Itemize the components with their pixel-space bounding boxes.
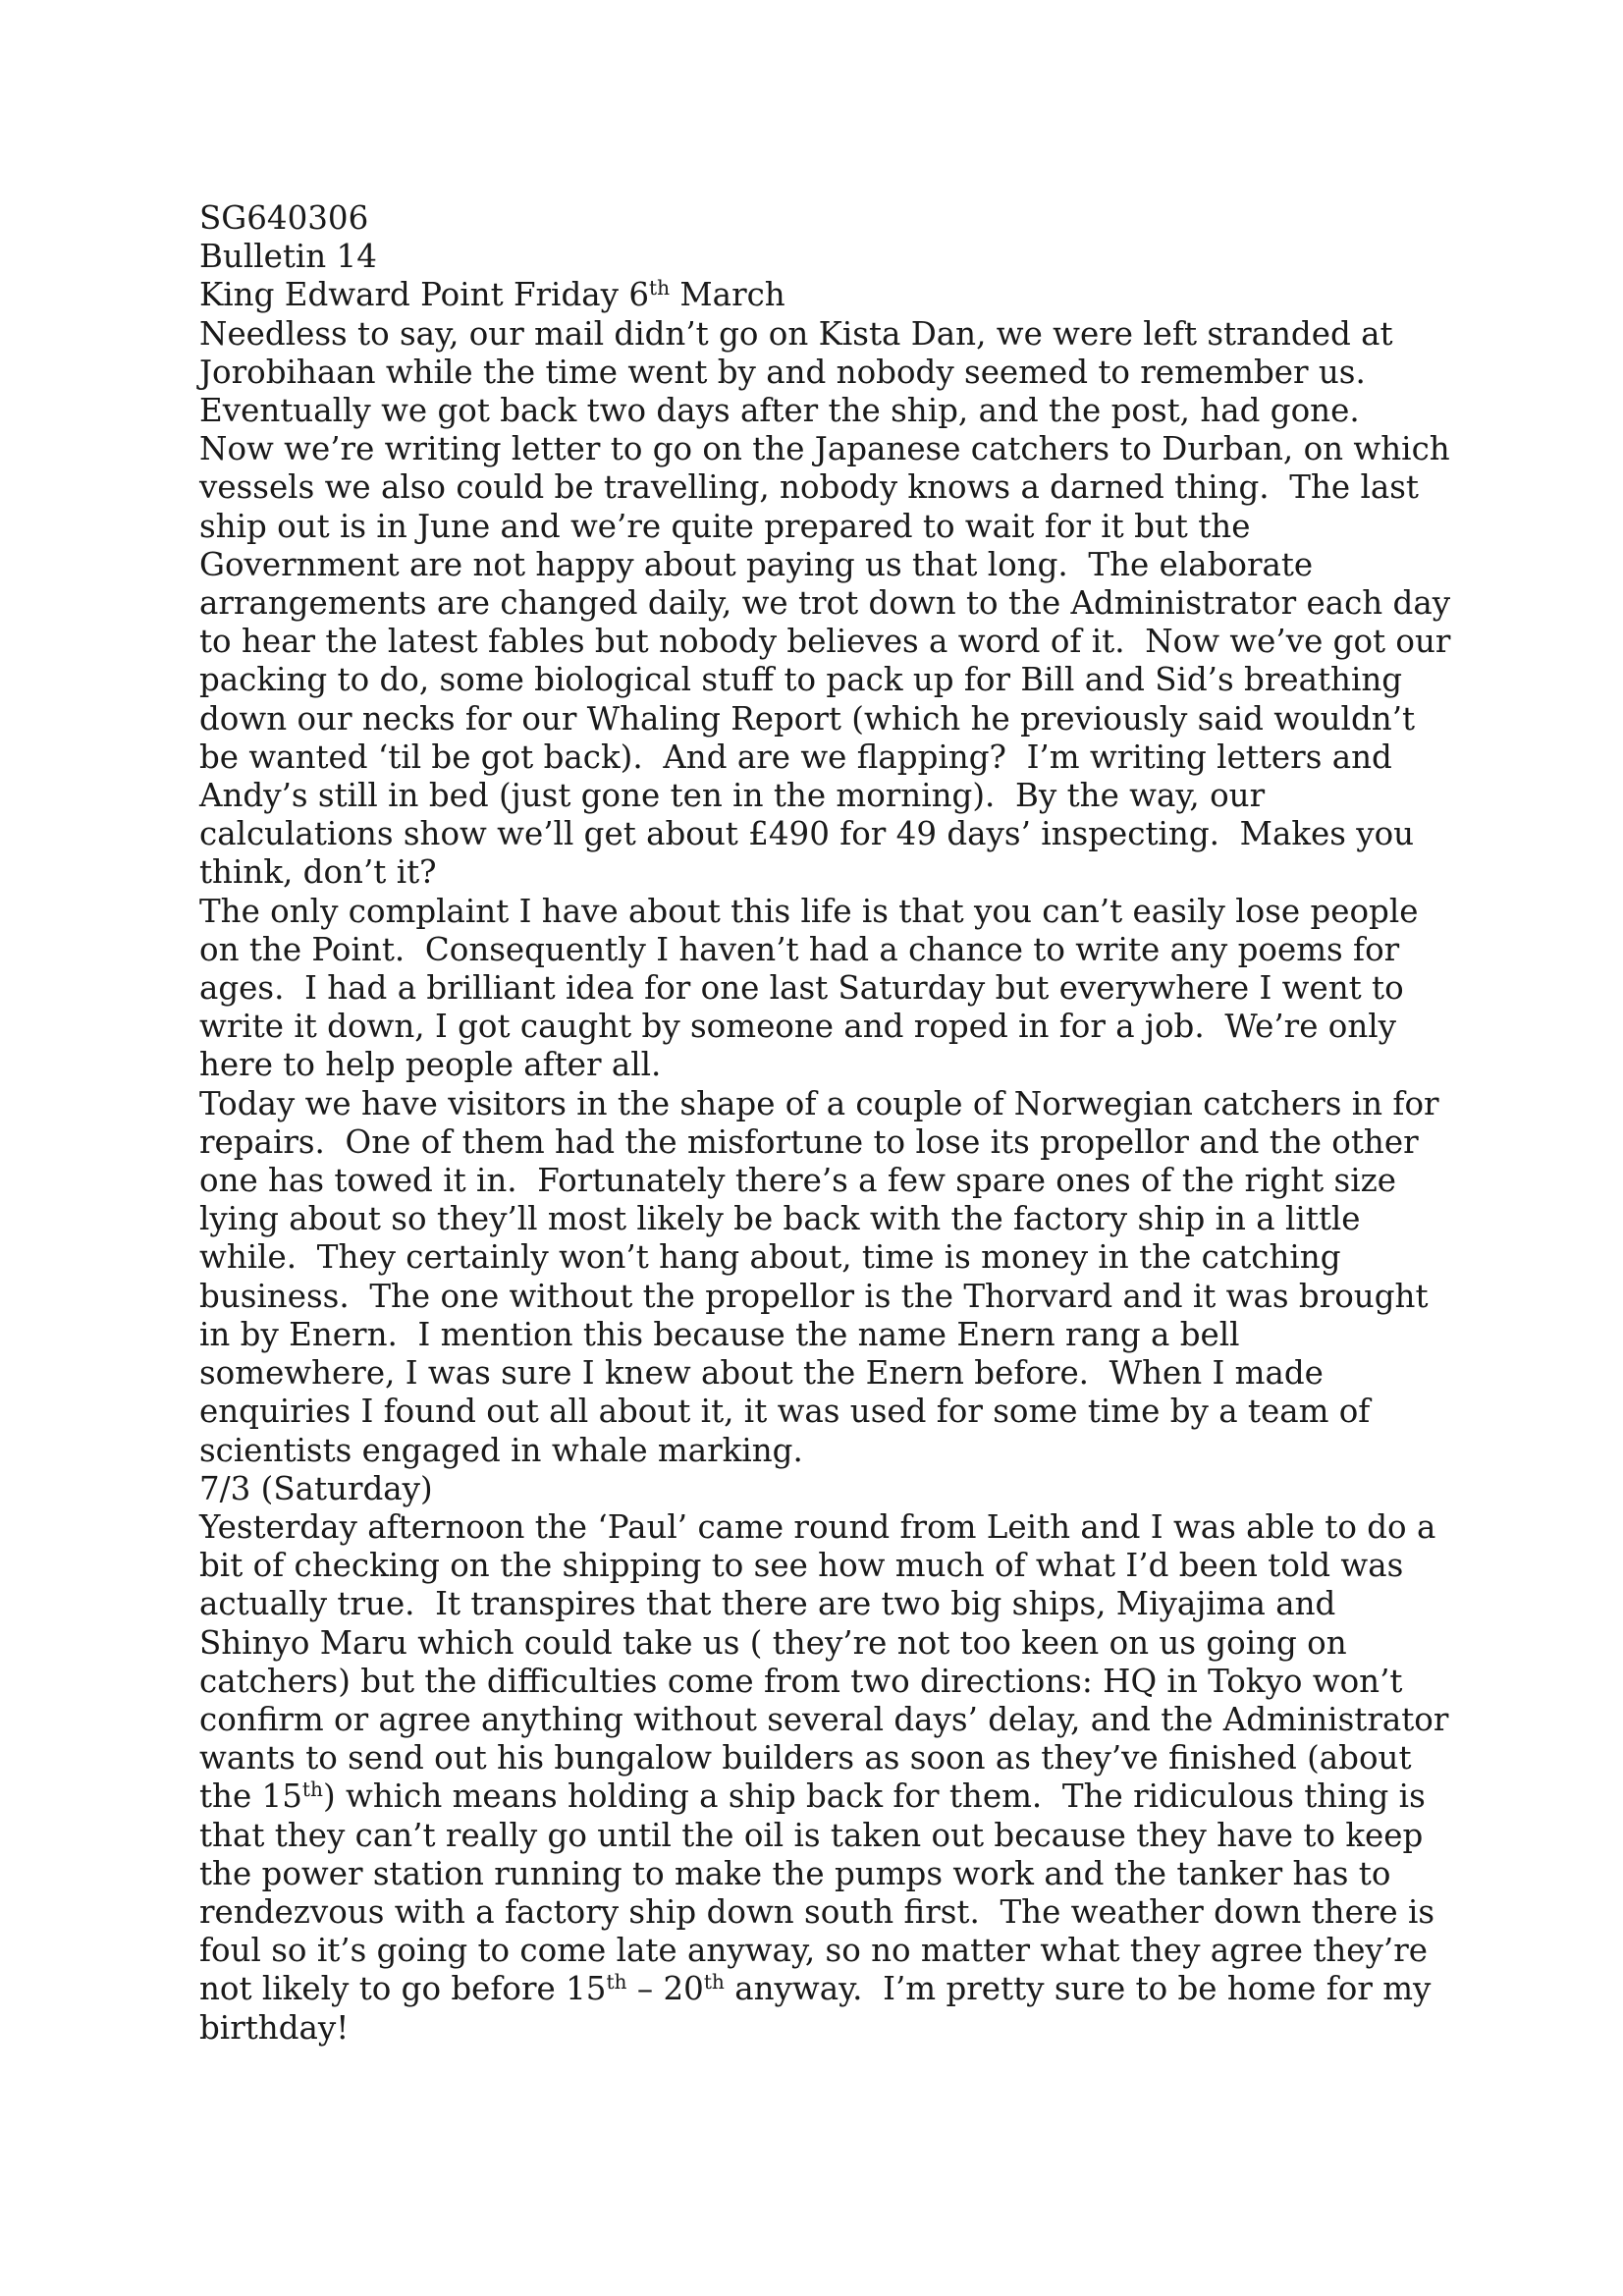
ordinal-suffix: th (703, 1970, 725, 1995)
text-line: Yesterday afternoon the ‘Paul’ came round from Leith and I was able to do a (199, 1507, 1436, 1546)
dateline (199, 276, 1466, 314)
text-line: Jorobihaan while the time went by and nobody seemed to remember us. (199, 353, 1366, 391)
text-line: write it down, I got caught by someone and roped in for a job. We’re only (199, 1008, 1397, 1046)
ordinal-suffix: th (606, 1970, 627, 1995)
text-line: vessels we also could be travelling, nobody knows a darned thing. The last (199, 468, 1419, 507)
text-line: scientists engaged in whale marking. (199, 1431, 803, 1469)
text-line: The only complaint I have about this life is that you can’t easily lose people (199, 892, 1419, 930)
text-line: enquiries I found out all about it, it was used for some time by a team of (199, 1393, 1371, 1431)
text-line: Needless to say, our mail didn’t go on Kista Dan, we were left stranded at (199, 314, 1393, 353)
dateline-ordinal: th (649, 276, 671, 301)
text-line: while. They certainly won’t hang about, time is money in the catching (199, 1238, 1341, 1277)
text-segment: not likely to go before 15 (199, 1970, 607, 2008)
section-date: 7/3 (Saturday) (199, 1469, 433, 1507)
text-line: actually true. It transpires that there are two big ships, Miyajima and (199, 1585, 1336, 1623)
text-line: business. The one without the propellor is the Thorvard and it was brought (199, 1277, 1429, 1315)
text-line: ship out is in June and we’re quite prepared to wait for it but the (199, 507, 1251, 545)
text-line: repairs. One of them had the misfortune to lose its propellor and the other (199, 1122, 1419, 1161)
text-line: wants to send out his bungalow builders as soon as they’ve finished (about (199, 1739, 1412, 1777)
text-line (199, 1970, 1466, 2008)
text-line: here to help people after all. (199, 1046, 662, 1084)
text-line: one has towed it in. Fortunately there’s a few spare ones of the right size (199, 1162, 1396, 1200)
paragraph-poems (199, 893, 1466, 1085)
text-line: Andy’s still in bed (just gone ten in the morning). By the way, our (199, 777, 1266, 815)
text-line: bit of checking on the shipping to see how much of what I’d been told was (199, 1547, 1404, 1585)
text-segment: the 15 (199, 1777, 302, 1816)
dateline-month: March (670, 276, 785, 314)
text-line: packing to do, some biological stuff to pack up for Bill and Sid’s breathing (199, 661, 1403, 699)
text-line: Eventually we got back two days after the ship, and the post, had gone. (199, 392, 1360, 430)
text-line: Now we’re writing letter to go on the Japanese catchers to Durban, on which (199, 430, 1450, 468)
text-line: the power station running to make the pumps work and the tanker has to (199, 1854, 1391, 1892)
text-line: on the Point. Consequently I haven’t had a chance to write any poems for (199, 930, 1400, 968)
text-line: to hear the latest fables but nobody believes a word of it. Now we’ve got our (199, 623, 1451, 661)
text-segment: anyway. I’m pretty sure to be home for my (724, 1970, 1432, 2008)
text-line: be wanted ‘til be got back). And are we flapping? I’m writing letters and (199, 738, 1392, 776)
text-line: calculations show we’ll get about £490 for 49 days’ inspecting. Makes you (199, 815, 1415, 853)
text-line: Government are not happy about paying us that long. The elaborate (199, 545, 1314, 583)
text-line: in by Enern. I mention this because the name Enern rang a bell (199, 1315, 1240, 1353)
text-line: ages. I had a brilliant idea for one last Saturday but everywhere I went to (199, 969, 1404, 1008)
text-line: confirm or agree anything without several days’ delay, and the Administrator (199, 1700, 1449, 1738)
text-line: somewhere, I was sure I knew about the Enern before. When I made (199, 1354, 1324, 1393)
paragraph-mail (199, 315, 1466, 893)
text-line: Shinyo Maru which could take us ( they’re not too keen on us going on (199, 1623, 1347, 1662)
text-line: rendezvous with a factory ship down south first. The weather down there is (199, 1892, 1435, 1931)
text-segment: – 20 (626, 1970, 704, 2008)
text-line (199, 1777, 1466, 1816)
text-line: down our necks for our Whaling Report (which he previously said wouldn’t (199, 699, 1416, 738)
text-line: birthday! (199, 2008, 350, 2047)
text-segment: ) which means holding a ship back for them. The ridiculous thing is (323, 1777, 1426, 1816)
text-line: catchers) but the difficulties come from two directions: HQ in Tokyo won’t (199, 1662, 1403, 1700)
text-line: foul so it’s going to come late anyway, so no matter what they agree they’re (199, 1932, 1428, 1970)
text-line: arrangements are changed daily, we trot down to the Administrator each day (199, 584, 1451, 623)
text-line: that they can’t really go until the oil is taken out because they have to keep (199, 1816, 1424, 1854)
text-line: think, don’t it? (199, 853, 437, 892)
paragraph-shipping (199, 1508, 1466, 2048)
bulletin-text (199, 199, 1466, 2048)
dateline-text: King Edward Point Friday 6 (199, 276, 649, 314)
ordinal-suffix: th (301, 1777, 323, 1802)
text-line: Today we have visitors in the shape of a couple of Norwegian catchers in for (199, 1084, 1439, 1122)
paragraph-catchers (199, 1085, 1466, 1470)
text-line: lying about so they’ll most likely be back with the factory ship in a little (199, 1200, 1361, 1238)
bulletin-number: Bulletin 14 (199, 238, 377, 276)
reference-code: SG640306 (199, 199, 369, 237)
